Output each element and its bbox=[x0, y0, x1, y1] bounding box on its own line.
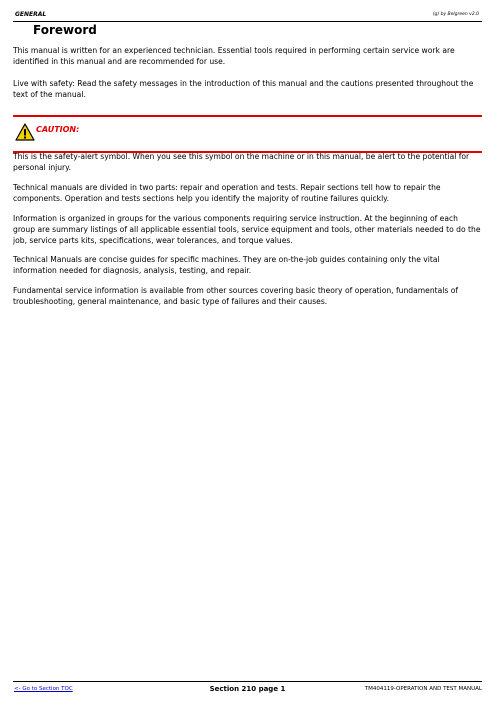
page-title: Foreword bbox=[33, 23, 97, 37]
section-toc-link[interactable]: <- Go to Section TOC bbox=[14, 686, 73, 692]
page-number: Section 210 page 1 bbox=[209, 685, 286, 693]
intro-paragraph-1: This manual is written for an experienced technician. Essential tools required in performing certain service work are identified in this manual and are recommended for use. bbox=[13, 46, 455, 66]
caution-label: CAUTION: bbox=[36, 125, 80, 134]
fundamentals-paragraph: Fundamental service information is available from other sources covering basic theory of operation, fundamentals of troubleshooting, general maintenance, and basic type of failures and their causes. bbox=[13, 286, 459, 306]
page-footer bbox=[13, 681, 482, 696]
caution-box bbox=[13, 115, 482, 153]
page-header bbox=[13, 9, 482, 22]
safety-alert-paragraph: This is the safety-alert symbol. When you see this symbol on the machine or in this manual, be alert to the potential for personal injury. bbox=[13, 152, 470, 172]
header-credit: (g) by Belgreen v2.0 bbox=[432, 12, 479, 17]
manual-parts-paragraph: Technical manuals are divided in two parts: repair and operation and tests. Repair sections tell how to repair the components. Operation and tests sections help you identify the majority of routine failures quickly. bbox=[13, 183, 441, 203]
concise-guides-paragraph: Technical Manuals are concise guides for specific machines. They are on-the-job guides containing only the vital information needed for diagnosis, analysis, testing, and repair. bbox=[13, 255, 440, 275]
manual-name: TM404119-OPERATION AND TEST MANUAL bbox=[364, 686, 482, 692]
intro-paragraph-2: Live with safety: Read the safety messages in the introduction of this manual and the cautions presented throughout the text of the manual. bbox=[13, 79, 474, 99]
warning-triangle-icon bbox=[15, 123, 35, 141]
header-section: GENERAL bbox=[15, 11, 47, 18]
information-paragraph: Information is organized in groups for the various components requiring service instruction. At the beginning of each group are summary listings of all applicable essential tools, service equipment and tools, other materials needed to do the job, service parts kits, specifications, wear tolerances, and torque values. bbox=[13, 214, 481, 245]
